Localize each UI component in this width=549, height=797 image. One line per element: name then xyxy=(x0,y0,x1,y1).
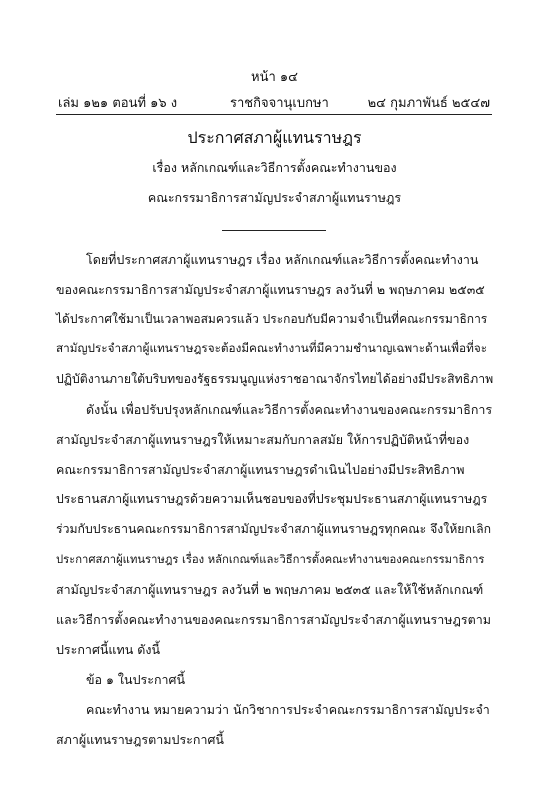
document-subject-line-2: คณะกรรมาธิการสามัญประจำสภาผู้แทนราษฎร xyxy=(147,190,402,205)
body-line: ประกาศนี้แทน ดังนี้ xyxy=(56,642,161,657)
page-number: หน้า ๑๔ xyxy=(251,70,298,85)
body-line: ประกาศสภาผู้แทนราษฎร เรื่อง หลักเกณฑ์และวิธีการตั้งคณะทำงานของคณะกรรมาธิการ xyxy=(56,553,485,566)
body-line: สภาผู้แทนราษฎรตามประกาศนี้ xyxy=(56,732,224,747)
body-line: ได้ประกาศใช้มาเป็นเวลาพอสมควรแล้ว ประกอบกับมีความจำเป็นที่คณะกรรมาธิการ xyxy=(56,312,488,326)
body-line: ปฏิบัติงานภายใต้บริบทของรัฐธรรมนูญแห่งราชอาณาจักรไทยได้อย่างมีประสิทธิภาพ xyxy=(56,372,494,386)
document-body xyxy=(56,0,493,797)
volume-issue: เล่ม ๑๒๑ ตอนที่ ๑๖ ง xyxy=(58,96,178,111)
clause-heading: ข้อ ๑ ในประกาศนี้ xyxy=(86,672,186,687)
body-line: คณะกรรมาธิการสามัญประจำสภาผู้แทนราษฎรดำเนินไปอย่างมีประสิทธิภาพ xyxy=(56,462,465,477)
body-line: สามัญประจำสภาผู้แทนราษฎรให้เหมาะสมกับกาลสมัย ให้การปฏิบัติหน้าที่ของ xyxy=(56,432,470,447)
gazette-name: ราชกิจจานุเบกษา xyxy=(230,96,329,111)
body-line: โดยที่ประกาศสภาผู้แทนราษฎร เรื่อง หลักเกณฑ์และวิธีการตั้งคณะทำงาน xyxy=(86,252,479,267)
body-line: สามัญประจำสภาผู้แทนราษฎรจะต้องมีคณะทำงานที่มีความชำนาญเฉพาะด้านเพื่อที่จะ xyxy=(56,341,488,355)
body-line: ประธานสภาผู้แทนราษฎรด้วยความเห็นชอบของที่ประชุมประธานสภาผู้แทนราษฎร xyxy=(56,492,488,506)
body-line: ร่วมกับประธานคณะกรรมาธิการสามัญประจำสภาผู้แทนราษฎรทุกคณะ จึงให้ยกเลิก xyxy=(56,522,492,536)
body-line: คณะทำงาน หมายความว่า นักวิชาการประจำคณะกรรมาธิการสามัญประจำ xyxy=(86,702,490,717)
body-line: ของคณะกรรมาธิการสามัญประจำสภาผู้แทนราษฎร ลงวันที่ ๒ พฤษภาคม ๒๕๓๕ xyxy=(56,282,485,297)
publication-date: ๒๔ กุมภาพันธ์ ๒๕๔๗ xyxy=(367,96,490,111)
body-line: สามัญประจำสภาผู้แทนราษฎร ลงวันที่ ๒ พฤษภาคม ๒๕๓๕ และให้ใช้หลักเกณฑ์ xyxy=(56,582,484,597)
body-line: ดังนั้น เพื่อปรับปรุงหลักเกณฑ์และวิธีการตั้งคณะทำงานของคณะกรรมาธิการ xyxy=(86,402,493,417)
document-subject-line-1: เรื่อง หลักเกณฑ์และวิธีการตั้งคณะทำงานของ xyxy=(152,160,397,175)
body-line: และวิธีการตั้งคณะทำงานของคณะกรรมาธิการสามัญประจำสภาผู้แทนราษฎรตาม xyxy=(56,612,491,627)
document-title: ประกาศสภาผู้แทนราษฎร xyxy=(187,128,362,147)
